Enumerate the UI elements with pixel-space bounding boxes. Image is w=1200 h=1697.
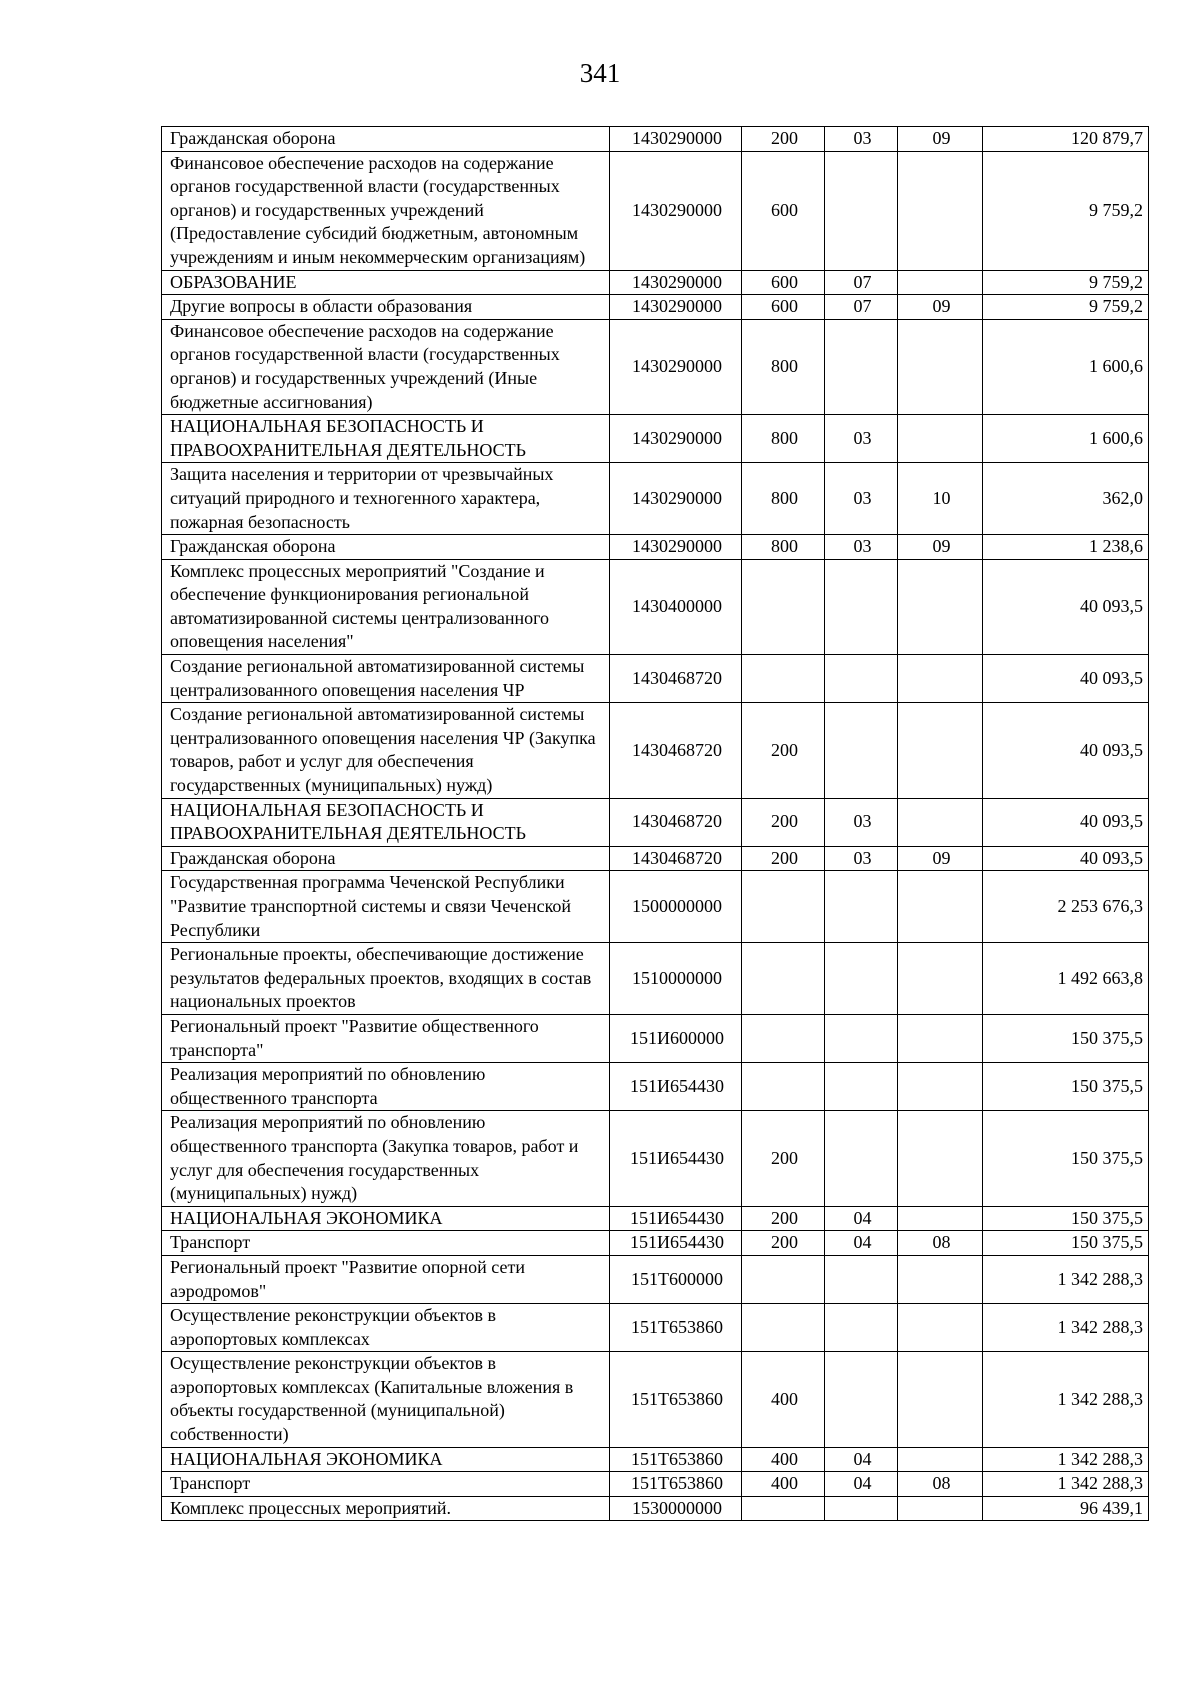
row-section-cell [825, 703, 898, 798]
row-subsection-cell [898, 151, 983, 270]
row-name-cell: Транспорт [162, 1472, 610, 1497]
row-subsection-cell [898, 655, 983, 703]
table-row [162, 1447, 1149, 1472]
row-expense-type-cell: 200 [742, 798, 825, 846]
row-subsection-cell [898, 943, 983, 1015]
row-section-cell [825, 1014, 898, 1062]
row-subsection-cell [898, 871, 983, 943]
row-code-cell: 151И654430 [610, 1111, 742, 1206]
row-code-cell: 151И654430 [610, 1231, 742, 1256]
table-row [162, 703, 1149, 798]
row-section-cell: 07 [825, 295, 898, 320]
row-code-cell: 151И654430 [610, 1063, 742, 1111]
row-name-cell: Гражданская оборона [162, 846, 610, 871]
row-code-cell: 151Т653860 [610, 1447, 742, 1472]
row-section-cell [825, 1111, 898, 1206]
row-expense-type-cell [742, 559, 825, 654]
row-amount-cell: 1 342 288,3 [983, 1304, 1149, 1352]
row-code-cell: 1530000000 [610, 1496, 742, 1521]
row-subsection-cell [898, 1304, 983, 1352]
row-amount-cell: 1 342 288,3 [983, 1472, 1149, 1497]
row-section-cell: 03 [825, 798, 898, 846]
row-expense-type-cell: 600 [742, 151, 825, 270]
table-row [162, 463, 1149, 535]
row-code-cell: 151Т600000 [610, 1255, 742, 1303]
row-expense-type-cell [742, 1255, 825, 1303]
table-row [162, 1472, 1149, 1497]
row-code-cell: 1430290000 [610, 151, 742, 270]
row-section-cell [825, 871, 898, 943]
row-section-cell: 04 [825, 1447, 898, 1472]
row-expense-type-cell: 200 [742, 127, 825, 152]
row-amount-cell: 40 093,5 [983, 846, 1149, 871]
row-section-cell: 03 [825, 846, 898, 871]
table-row [162, 415, 1149, 463]
row-section-cell [825, 655, 898, 703]
row-code-cell: 151Т653860 [610, 1304, 742, 1352]
row-section-cell: 03 [825, 463, 898, 535]
row-expense-type-cell [742, 655, 825, 703]
row-code-cell: 1430290000 [610, 270, 742, 295]
row-subsection-cell [898, 1014, 983, 1062]
table-row [162, 270, 1149, 295]
row-amount-cell: 150 375,5 [983, 1206, 1149, 1231]
table-row [162, 1304, 1149, 1352]
row-code-cell: 1430290000 [610, 295, 742, 320]
row-name-cell: Реализация мероприятий по обновлению общественного транспорта [162, 1063, 610, 1111]
row-expense-type-cell: 200 [742, 703, 825, 798]
row-expense-type-cell [742, 871, 825, 943]
row-subsection-cell [898, 703, 983, 798]
table-row [162, 535, 1149, 560]
row-code-cell: 1430400000 [610, 559, 742, 654]
table-row [162, 127, 1149, 152]
row-name-cell: Региональные проекты, обеспечивающие достижение результатов федеральных проектов, входящих в состав национальных проектов [162, 943, 610, 1015]
row-amount-cell: 40 093,5 [983, 655, 1149, 703]
row-subsection-cell: 09 [898, 535, 983, 560]
table-row [162, 1111, 1149, 1206]
table-row [162, 1496, 1149, 1521]
row-amount-cell: 40 093,5 [983, 559, 1149, 654]
table-row [162, 1352, 1149, 1447]
row-expense-type-cell: 400 [742, 1352, 825, 1447]
row-subsection-cell: 09 [898, 846, 983, 871]
row-subsection-cell [898, 1255, 983, 1303]
table-row [162, 319, 1149, 414]
row-amount-cell: 1 600,6 [983, 415, 1149, 463]
row-amount-cell: 40 093,5 [983, 798, 1149, 846]
row-subsection-cell: 08 [898, 1472, 983, 1497]
row-amount-cell: 9 759,2 [983, 151, 1149, 270]
row-name-cell: Региональный проект "Развитие общественного транспорта" [162, 1014, 610, 1062]
row-name-cell: Другие вопросы в области образования [162, 295, 610, 320]
row-code-cell: 1430290000 [610, 535, 742, 560]
row-code-cell: 1500000000 [610, 871, 742, 943]
row-section-cell [825, 1255, 898, 1303]
row-amount-cell: 2 253 676,3 [983, 871, 1149, 943]
row-section-cell [825, 559, 898, 654]
row-amount-cell: 1 238,6 [983, 535, 1149, 560]
row-expense-type-cell: 800 [742, 319, 825, 414]
row-code-cell: 1430468720 [610, 846, 742, 871]
row-subsection-cell [898, 1496, 983, 1521]
row-code-cell: 151Т653860 [610, 1352, 742, 1447]
row-expense-type-cell: 600 [742, 270, 825, 295]
row-amount-cell: 1 342 288,3 [983, 1352, 1149, 1447]
row-name-cell: Гражданская оборона [162, 127, 610, 152]
row-subsection-cell: 10 [898, 463, 983, 535]
row-section-cell [825, 943, 898, 1015]
row-amount-cell: 1 342 288,3 [983, 1255, 1149, 1303]
row-amount-cell: 120 879,7 [983, 127, 1149, 152]
row-amount-cell: 150 375,5 [983, 1014, 1149, 1062]
row-name-cell: НАЦИОНАЛЬНАЯ ЭКОНОМИКА [162, 1206, 610, 1231]
budget-table-body [162, 127, 1149, 1521]
row-section-cell [825, 1496, 898, 1521]
row-expense-type-cell: 200 [742, 846, 825, 871]
row-amount-cell: 362,0 [983, 463, 1149, 535]
row-section-cell [825, 319, 898, 414]
row-name-cell: Осуществление реконструкции объектов в аэропортовых комплексах [162, 1304, 610, 1352]
table-row [162, 655, 1149, 703]
table-row [162, 1206, 1149, 1231]
row-subsection-cell: 08 [898, 1231, 983, 1256]
row-section-cell [825, 1304, 898, 1352]
row-subsection-cell [898, 798, 983, 846]
row-section-cell: 03 [825, 415, 898, 463]
row-name-cell: Финансовое обеспечение расходов на содержание органов государственной власти (государственных органов) и государственных учреждений (Иные бюджетные ассигнования) [162, 319, 610, 414]
row-name-cell: Финансовое обеспечение расходов на содержание органов государственной власти (государственных органов) и государственных учреждений (Предоставление субсидий бюджетным, автономным учреждениям и иным некоммерческим организациям) [162, 151, 610, 270]
row-code-cell: 1430468720 [610, 798, 742, 846]
row-expense-type-cell [742, 1014, 825, 1062]
row-code-cell: 151И600000 [610, 1014, 742, 1062]
row-amount-cell: 1 492 663,8 [983, 943, 1149, 1015]
row-amount-cell: 150 375,5 [983, 1063, 1149, 1111]
row-amount-cell: 1 600,6 [983, 319, 1149, 414]
row-section-cell [825, 1352, 898, 1447]
row-name-cell: ОБРАЗОВАНИЕ [162, 270, 610, 295]
table-row [162, 1231, 1149, 1256]
row-expense-type-cell [742, 943, 825, 1015]
table-row [162, 1063, 1149, 1111]
row-expense-type-cell: 200 [742, 1231, 825, 1256]
row-code-cell: 1430290000 [610, 319, 742, 414]
row-amount-cell: 9 759,2 [983, 270, 1149, 295]
row-amount-cell: 40 093,5 [983, 703, 1149, 798]
row-expense-type-cell: 600 [742, 295, 825, 320]
row-amount-cell: 150 375,5 [983, 1111, 1149, 1206]
page-number: 341 [579, 58, 621, 88]
row-subsection-cell [898, 1206, 983, 1231]
row-subsection-cell [898, 415, 983, 463]
row-code-cell: 151И654430 [610, 1206, 742, 1231]
row-name-cell: Транспорт [162, 1231, 610, 1256]
row-expense-type-cell: 800 [742, 463, 825, 535]
table-row [162, 798, 1149, 846]
row-code-cell: 1430290000 [610, 415, 742, 463]
row-name-cell: Государственная программа Чеченской Республики "Развитие транспортной системы и связи Чеченской Республики [162, 871, 610, 943]
table-row [162, 295, 1149, 320]
row-amount-cell: 1 342 288,3 [983, 1447, 1149, 1472]
row-section-cell: 04 [825, 1472, 898, 1497]
row-subsection-cell [898, 1111, 983, 1206]
row-expense-type-cell: 200 [742, 1111, 825, 1206]
row-name-cell: Комплекс процессных мероприятий "Создание и обеспечение функционирования региональной автоматизированной системы централизованного оповещения населения" [162, 559, 610, 654]
row-expense-type-cell [742, 1304, 825, 1352]
row-section-cell [825, 151, 898, 270]
row-code-cell: 1510000000 [610, 943, 742, 1015]
row-subsection-cell: 09 [898, 127, 983, 152]
table-row [162, 943, 1149, 1015]
row-code-cell: 1430468720 [610, 655, 742, 703]
table-row [162, 871, 1149, 943]
row-subsection-cell [898, 270, 983, 295]
row-name-cell: НАЦИОНАЛЬНАЯ ЭКОНОМИКА [162, 1447, 610, 1472]
row-name-cell: Создание региональной автоматизированной системы централизованного оповещения населения ЧР (Закупка товаров, работ и услуг для обеспечения государственных (муниципальных) нужд) [162, 703, 610, 798]
row-subsection-cell [898, 1447, 983, 1472]
row-code-cell: 1430468720 [610, 703, 742, 798]
row-name-cell: Региональный проект "Развитие опорной сети аэродромов" [162, 1255, 610, 1303]
row-code-cell: 1430290000 [610, 127, 742, 152]
row-section-cell: 04 [825, 1206, 898, 1231]
row-name-cell: НАЦИОНАЛЬНАЯ БЕЗОПАСНОСТЬ И ПРАВООХРАНИТЕЛЬНАЯ ДЕЯТЕЛЬНОСТЬ [162, 415, 610, 463]
row-code-cell: 151Т653860 [610, 1472, 742, 1497]
table-row [162, 151, 1149, 270]
row-expense-type-cell: 200 [742, 1206, 825, 1231]
row-expense-type-cell: 800 [742, 535, 825, 560]
row-name-cell: НАЦИОНАЛЬНАЯ БЕЗОПАСНОСТЬ И ПРАВООХРАНИТЕЛЬНАЯ ДЕЯТЕЛЬНОСТЬ [162, 798, 610, 846]
table-row [162, 1255, 1149, 1303]
row-expense-type-cell: 400 [742, 1447, 825, 1472]
table-row [162, 846, 1149, 871]
row-section-cell: 03 [825, 127, 898, 152]
row-expense-type-cell: 800 [742, 415, 825, 463]
row-expense-type-cell [742, 1063, 825, 1111]
row-subsection-cell [898, 319, 983, 414]
row-name-cell: Осуществление реконструкции объектов в аэропортовых комплексах (Капитальные вложения в объекты государственной (муниципальной) собственности) [162, 1352, 610, 1447]
table-row [162, 1014, 1149, 1062]
table-row [162, 559, 1149, 654]
row-name-cell: Комплекс процессных мероприятий. [162, 1496, 610, 1521]
row-section-cell [825, 1063, 898, 1111]
row-name-cell: Создание региональной автоматизированной системы централизованного оповещения населения ЧР [162, 655, 610, 703]
row-amount-cell: 96 439,1 [983, 1496, 1149, 1521]
row-expense-type-cell [742, 1496, 825, 1521]
row-subsection-cell [898, 1352, 983, 1447]
row-name-cell: Защита населения и территории от чрезвычайных ситуаций природного и техногенного характера, пожарная безопасность [162, 463, 610, 535]
row-subsection-cell [898, 559, 983, 654]
row-subsection-cell [898, 1063, 983, 1111]
row-code-cell: 1430290000 [610, 463, 742, 535]
row-amount-cell: 150 375,5 [983, 1231, 1149, 1256]
row-amount-cell: 9 759,2 [983, 295, 1149, 320]
row-section-cell: 03 [825, 535, 898, 560]
budget-table [161, 126, 1149, 1521]
row-subsection-cell: 09 [898, 295, 983, 320]
row-name-cell: Реализация мероприятий по обновлению общественного транспорта (Закупка товаров, работ и услуг для обеспечения государственных (муниципальных) нужд) [162, 1111, 610, 1206]
row-section-cell: 07 [825, 270, 898, 295]
row-section-cell: 04 [825, 1231, 898, 1256]
row-expense-type-cell: 400 [742, 1472, 825, 1497]
row-name-cell: Гражданская оборона [162, 535, 610, 560]
